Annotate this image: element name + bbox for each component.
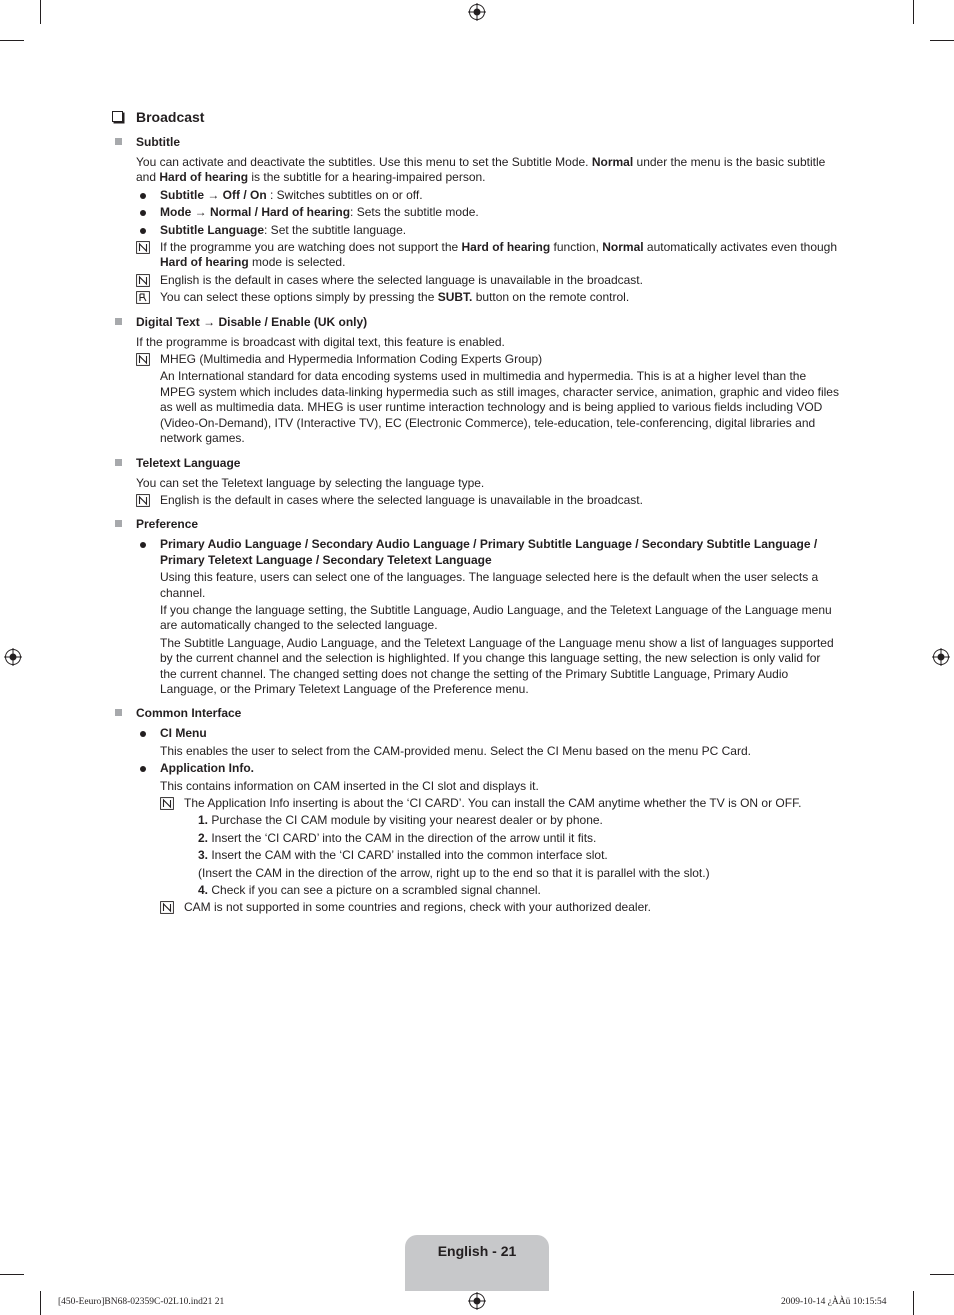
page-title <box>112 108 840 126</box>
checkbox-icon <box>112 111 123 122</box>
sub-paragraph <box>112 744 840 759</box>
bullet-item <box>112 223 840 238</box>
note-icon <box>136 494 150 507</box>
square-bullet-icon <box>115 138 122 145</box>
bullet-dot-icon <box>140 542 146 548</box>
bullet-dot-icon <box>140 731 146 737</box>
crop-mark <box>913 1291 914 1315</box>
note-item <box>112 290 840 305</box>
text-run: Insert the CAM with the ‘CI CARD’ installed into the common interface slot. <box>208 848 608 863</box>
text-run: under the menu is the basic subtitle and <box>136 155 826 185</box>
section <box>112 134 840 306</box>
text-run: Insert the ‘CI CARD’ into the CAM in the direction of the arrow until it fits. <box>208 830 597 845</box>
section-heading-text: Preference <box>136 517 199 532</box>
bullet-item <box>112 726 840 741</box>
numbered-step <box>112 883 840 898</box>
numbered-step <box>112 813 840 828</box>
registration-mark-icon <box>4 648 22 666</box>
crop-mark <box>913 0 914 24</box>
section-heading <box>112 314 840 330</box>
square-bullet-icon <box>115 520 122 527</box>
text-run: If the programme you are watching does not support the <box>160 240 462 255</box>
text-run: You can select these options simply by pressing the <box>160 290 438 305</box>
note-item <box>112 493 840 508</box>
bold-text: Hard of hearing <box>159 170 249 185</box>
sub-paragraph <box>112 603 840 634</box>
note-icon <box>160 797 174 810</box>
section-heading <box>112 705 840 721</box>
text-run: Check if you can see a picture on a scrambled signal channel. <box>208 883 541 898</box>
sub-paragraph <box>112 369 840 446</box>
section-list <box>112 134 840 916</box>
text-run: English is the default in cases where the selected language is unavailable in the broadcast. <box>160 492 643 507</box>
sub-paragraph <box>112 570 840 601</box>
bold-text: Normal <box>591 155 634 169</box>
section-heading-text: Common Interface <box>136 706 242 721</box>
note-icon <box>136 241 150 254</box>
text-run: The Subtitle Language, Audio Language, and the Teletext Language of the Language menu show a list of languages supported by the current channel and the selection is highlighted. If you change this language setting, the new selection is only valid for the current channel. The changed setting does not change the setting of the Primary Subtitle Language, Primary Audio Language, or the Primary Teletext Language of the Preference menu. <box>160 635 834 696</box>
text-run: Using this feature, users can select one of the languages. The language selected here is the default when the user selects a channel. <box>160 570 819 600</box>
page-number: English - 21 <box>437 1243 517 1259</box>
section-heading-text: Subtitle <box>136 135 180 149</box>
registration-mark-icon <box>468 3 486 21</box>
registration-mark-icon <box>932 648 950 666</box>
text-run: (Insert the CAM in the direction of the arrow, right up to the end so that it is parallel with the slot.) <box>198 865 710 880</box>
text-run: If you change the language setting, the Subtitle Language, Audio Language, and the Teletext Language of the Language menu are automatically changed to the selected language. <box>160 602 832 633</box>
section-heading-text: Teletext Language <box>136 455 241 470</box>
bold-text: Application Info. <box>160 761 254 776</box>
step-continuation <box>112 866 840 881</box>
square-bullet-icon <box>115 459 122 466</box>
crop-mark <box>930 40 954 41</box>
bold-text: Hard of hearing <box>461 240 551 255</box>
crop-mark <box>0 40 24 41</box>
bold-text: 2. <box>198 830 209 845</box>
bullet-item <box>112 188 840 203</box>
text-run: This enables the user to select from the CAM-provided menu. Select the CI Menu based on the menu PC Card. <box>160 743 751 758</box>
bullet-dot-icon <box>140 193 146 199</box>
print-slug-left: [450-Eeuro]BN68-02359C-02L10.ind21 21 <box>58 1297 225 1307</box>
numbered-step <box>112 831 840 846</box>
text-run: : Sets the subtitle mode. <box>350 205 479 220</box>
note-item <box>112 273 840 288</box>
text-run: You can activate and deactivate the subtitles. Use this menu to set the Subtitle Mode. <box>136 155 592 169</box>
section <box>112 516 840 697</box>
text-run: MHEG (Multimedia and Hypermedia Information Coding Experts Group) <box>160 352 543 367</box>
text-run: automatically activates even though <box>643 240 838 255</box>
bullet-dot-icon <box>140 766 146 772</box>
bold-text: 3. <box>198 848 209 863</box>
section <box>112 314 840 447</box>
note-item <box>112 796 840 811</box>
bold-text: Hard of hearing <box>160 255 249 270</box>
text-run: You can set the Teletext language by selecting the language type. <box>136 475 485 490</box>
section-heading <box>112 516 840 532</box>
note-item <box>112 240 840 271</box>
text-run: function, <box>550 240 603 255</box>
bullet-dot-icon <box>140 210 146 216</box>
text-run: English is the default in cases where the selected language is unavailable in the broadcast. <box>160 272 643 287</box>
square-bullet-icon <box>115 318 122 325</box>
text-run: If the programme is broadcast with digital text, this feature is enabled. <box>136 334 505 349</box>
bold-text: Normal <box>602 240 644 255</box>
bullet-item <box>112 761 840 776</box>
crop-mark <box>40 0 41 24</box>
bold-text: 1. <box>198 813 209 828</box>
bold-text: 4. <box>198 883 209 898</box>
crop-mark <box>40 1291 41 1315</box>
bullet-item <box>112 537 840 568</box>
note-icon <box>136 353 150 366</box>
note-item <box>112 352 840 367</box>
text-run: The Application Info inserting is about the ‘CI CARD’. You can install the CAM anytime whether the TV is ON or OFF. <box>184 796 802 810</box>
text-run: CAM is not supported in some countries and regions, check with your authorized dealer. <box>184 900 651 915</box>
section <box>112 705 840 915</box>
section-heading <box>112 134 840 150</box>
bullet-item <box>112 205 840 220</box>
text-run: button on the remote control. <box>472 290 630 305</box>
paragraph <box>112 155 840 186</box>
paragraph <box>112 476 840 491</box>
page-title-text: Broadcast <box>136 109 205 125</box>
text-run: Purchase the CI CAM module by visiting your nearest dealer or by phone. <box>208 813 603 828</box>
note-icon <box>136 274 150 287</box>
bold-text: Mode → Normal / Hard of hearing <box>160 205 351 220</box>
text-run: is the subtitle for a hearing-impaired person. <box>248 170 486 185</box>
bold-text: SUBT. <box>437 290 473 305</box>
text-run: This contains information on CAM inserted in the CI slot and displays it. <box>160 778 539 793</box>
paragraph <box>112 335 840 350</box>
section <box>112 455 840 509</box>
bold-text: Primary Audio Language / Secondary Audio Language / Primary Subtitle Language / Secondary Subtitle Language / Primary Teletext Language / Secondary Teletext Language <box>160 537 818 567</box>
note-icon <box>160 901 174 914</box>
section-heading <box>112 455 840 471</box>
text-run: : Set the subtitle language. <box>264 222 407 237</box>
bold-text: CI Menu <box>160 726 207 741</box>
square-bullet-icon <box>115 709 122 716</box>
section-heading-text: Digital Text → Disable / Enable (UK only) <box>136 314 368 329</box>
crop-mark <box>0 1274 24 1275</box>
crop-mark <box>930 1274 954 1275</box>
bold-text: Subtitle Language <box>160 222 265 237</box>
remote-control-icon <box>136 291 150 304</box>
text-run: : Switches subtitles on or off. <box>266 187 423 202</box>
text-run: mode is selected. <box>248 255 346 270</box>
sub-paragraph <box>112 779 840 794</box>
numbered-step <box>112 848 840 863</box>
text-run: An International standard for data encoding systems used in multimedia and hypermedia. This is at a higher level than the MPEG system which includes data-linking hypermedia such as still images, character service, animation, graphic and video files as well as multimedia data. MHEG is user runtime interaction technology and is being applied to various fields including VOD (Video-On-Demand), ITV (Interactive TV), EC (Electronic Commerce), tele-education, tele-conferencing, digital libraries and network games. <box>160 369 839 446</box>
print-slug-right: 2009-10-14 ¿ÀÀü 10:15:54 <box>781 1297 887 1307</box>
sub-paragraph <box>112 636 840 698</box>
page-content <box>112 108 840 924</box>
note-item <box>112 900 840 915</box>
page-number-tab <box>405 1235 549 1291</box>
bullet-dot-icon <box>140 228 146 234</box>
bold-text: Subtitle → Off / On <box>160 187 267 202</box>
registration-mark-icon <box>468 1292 486 1310</box>
